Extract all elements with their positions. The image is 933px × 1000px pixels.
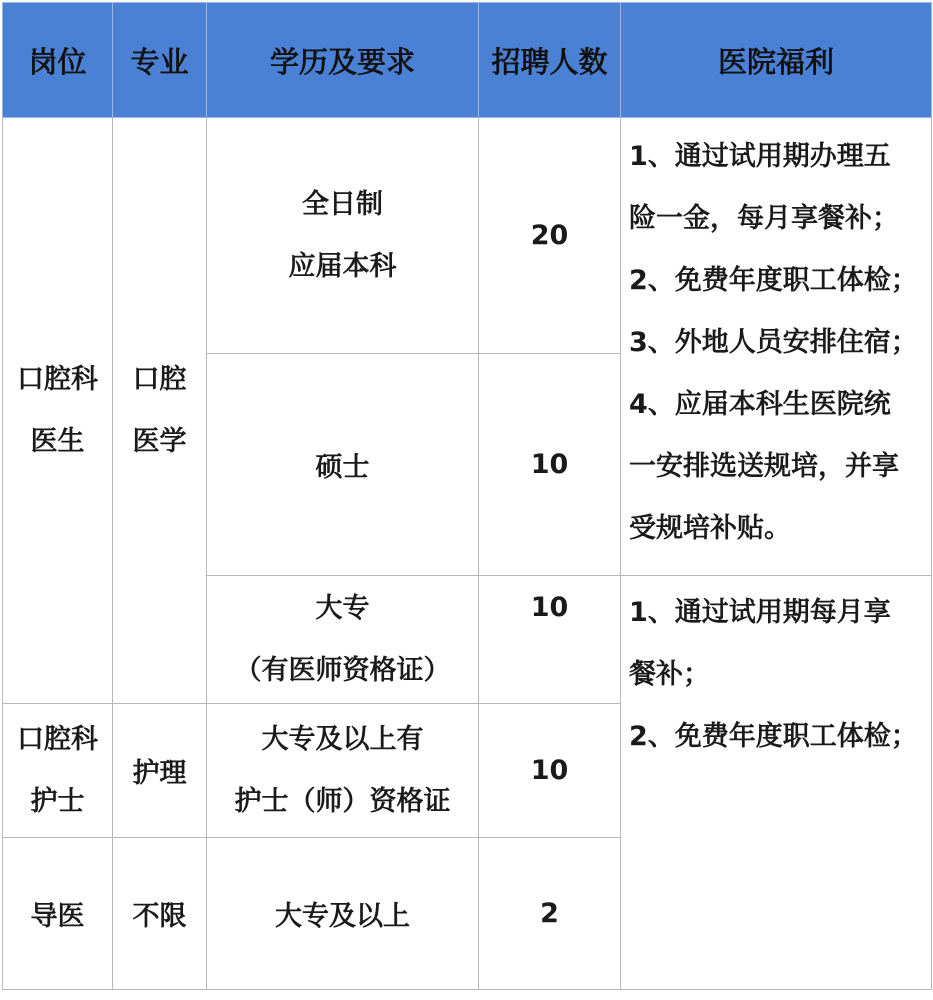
benefit-a-line-7: 受规培补贴。 [629,513,791,544]
dental-nurse-edu-line-2: 护士（师）资格证 [234,785,451,817]
benefit-b-line-1: 1、通过试用期每月享 [629,597,891,628]
dental-nurse-major-cell: 护理 [113,704,207,838]
dental-doctor-position-cell [3,118,113,704]
guide-position-cell: 导医 [3,838,113,990]
dental-doctor-position-line-2: 医生 [30,425,85,457]
dental-nurse-position-line-1: 口腔科 [17,723,98,755]
benefit-a-line-4: 3、外地人员安排住宿； [629,327,918,358]
header-benefits: 医院福利 [621,3,932,118]
dental-doctor-count3-cell [479,576,621,704]
dental-doctor-edu1-line-1: 全日制 [302,188,383,220]
dental-doctor-major-line-1: 口腔 [132,363,187,395]
benefit-a-line-5: 4、应届本科生医院统 [629,389,891,420]
guide-major-cell: 不限 [113,838,207,990]
benefits-cell-b [621,576,932,990]
table-row [3,118,932,354]
dental-doctor-count2-cell: 10 [479,354,621,576]
dental-nurse-count-cell: 10 [479,704,621,838]
dental-nurse-edu-cell [207,704,479,838]
benefit-a-line-2: 险一金，每月享餐补； [629,203,899,234]
benefit-b-line-3: 2、免费年度职工体检； [629,721,918,752]
dental-nurse-position-line-2: 护士 [30,785,85,817]
header-major: 专业 [113,3,207,118]
dental-doctor-edu3-line-2: （有医师资格证） [234,654,451,686]
benefits-cell-a [621,118,932,576]
dental-nurse-position-cell [3,704,113,838]
header-row [3,3,932,118]
benefit-b-line-2: 餐补； [629,659,710,690]
benefit-a-line-3: 2、免费年度职工体检； [629,265,918,296]
benefit-a-line-6: 一安排选送规培，并享 [629,451,899,482]
dental-doctor-edu3-cell [207,576,479,704]
dental-nurse-edu-line-1: 大专及以上有 [261,723,424,755]
dental-doctor-edu2-cell: 硕士 [207,354,479,576]
dental-doctor-position-line-1: 口腔科 [17,363,98,395]
dental-doctor-edu1-line-2: 应届本科 [288,250,397,282]
dental-doctor-count1-cell: 20 [479,118,621,354]
benefit-a-line-1: 1、通过试用期办理五 [629,141,891,172]
header-headcount: 招聘人数 [479,3,621,118]
dental-doctor-major-line-2: 医学 [132,425,187,457]
dental-doctor-edu3-line-1: 大专 [315,592,370,624]
dental-doctor-edu1-cell [207,118,479,354]
guide-edu-cell: 大专及以上 [207,838,479,990]
header-education: 学历及要求 [207,3,479,118]
header-position: 岗位 [3,3,113,118]
guide-count-cell: 2 [479,838,621,990]
dental-doctor-count3: 10 [530,592,569,623]
dental-doctor-major-cell [113,118,207,704]
recruitment-table [2,2,932,990]
